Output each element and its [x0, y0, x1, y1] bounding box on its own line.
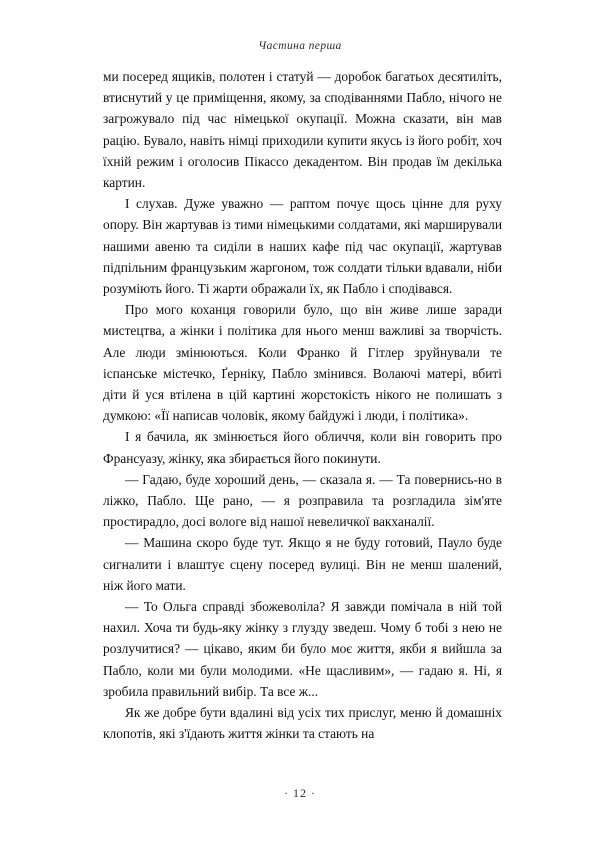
paragraph: Як же добре бути вдалині від усіх тих прислуг, меню й домашніх клопотів, які з'їдають життя жінки та стають на: [103, 705, 502, 742]
page-number: · 12 ·: [284, 786, 316, 800]
paragraph: — То Ольга справді збожеволіла? Я завжди помічала в ній той нахил. Хоча ти будь-яку жінку з глузду зведеш. Чому б тобі з нею не розлучитися? — цікаво, яким би було моє життя, якби я вийшла за Пабло, коли ми були молодими. «Не щасливим», — гадаю я. Ні, я зробила правильний вибір. Та все ж...: [103, 599, 502, 699]
paragraph: Про мого коханця говорили було, що він живе лише заради мистецтва, а жінки і політика для нього менш важливі за творчість. Але люди змінюються. Коли Франко й Гітлер зруйнували те іспанське містечко, Ґерніку, Пабло змінився. Волаючі матері, вбиті діти й уся втілена в цій картині жорстокість нікого не полишать з думкою: «Її написав чоловік, якому байдужі і люди, і політика».: [103, 302, 502, 424]
paragraph: ми посеред ящиків, полотен і статуй — доробок багатьох десятиліть, втиснутий у це приміщення, якому, за сподіваннями Пабло, нічого не загрожувало під час німецької окупації. Можна сказати, він мав рацію. Бувало, навіть німці приходили купити якусь із його робіт, хоч їхній режим і оголосив Пікассо декадентом. Він продав їм декілька картин.: [103, 69, 502, 191]
running-head: Частина перша: [258, 40, 342, 52]
paragraph: — Гадаю, буде хороший день, — сказала я. — Та повернись-но в ліжко, Пабло. Ще рано, — я розправила та розгладила зім'яте простирадло, досі вологе від нашої невеличкої вакханалії.: [103, 471, 502, 530]
paragraph: І я бачила, як змінюється його обличчя, коли він говорить про Франсуазу, жінку, яка збирається його покинути.: [103, 429, 502, 466]
body-text: [103, 66, 502, 745]
paragraph: І слухав. Дуже уважно — раптом почує щось цінне для руху опору. Він жартував із тими німецькими солдатами, які марширували нашими авеню та сиділи в наших кафе під час окупації, жартував підпільним французьким жаргоном, тож солдати тільки вдавали, ніби розуміють його. Ті жарти ображали їх, як Пабло і сподівався.: [103, 196, 502, 297]
paragraph: — Машина скоро буде тут. Якщо я не буду готовий, Пауло буде сигналити і влаштує сцену посеред вулиці. Він не менш шалений, ніж його мати.: [103, 535, 502, 593]
